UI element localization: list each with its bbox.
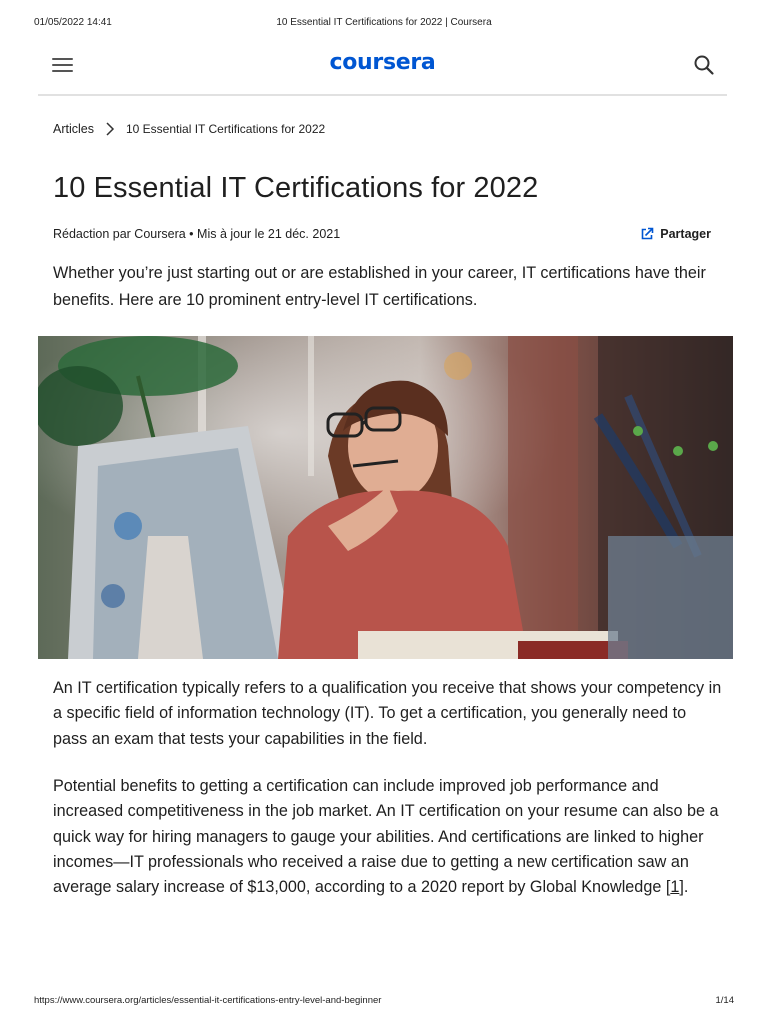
chevron-right-icon bbox=[104, 122, 116, 136]
site-header bbox=[38, 42, 727, 96]
citation-bracket-close: ]. bbox=[679, 878, 689, 897]
print-header bbox=[0, 17, 768, 31]
breadcrumb bbox=[53, 119, 325, 139]
print-date: 01/05/2022 14:41 bbox=[34, 17, 112, 28]
citation-link[interactable]: 1 bbox=[670, 878, 680, 897]
breadcrumb-articles-link[interactable]: Articles bbox=[53, 122, 94, 136]
share-icon bbox=[640, 227, 654, 241]
print-footer bbox=[0, 995, 768, 1009]
article-paragraph-1: An IT certification typically refers to a qualification you receive that shows your competency in a specific field of information technology (IT). To get a certification, you generally need to pass an exam that tests your capabilities in the field. bbox=[53, 679, 722, 748]
print-url: https://www.coursera.org/articles/essential-it-certifications-entry-level-and-beginner bbox=[34, 995, 382, 1006]
search-icon[interactable] bbox=[693, 54, 715, 76]
share-label: Partager bbox=[660, 227, 711, 241]
article-byline: Rédaction par Coursera • Mis à jour le 21 déc. 2021 bbox=[53, 227, 341, 241]
print-page-title: 10 Essential IT Certifications for 2022 | Coursera bbox=[276, 17, 492, 28]
article-lead: Whether you’re just starting out or are established in your career, IT certifications have their benefits. Here are 10 prominent entry-level IT certifications. bbox=[53, 264, 706, 309]
citation-bracket-open: [ bbox=[665, 878, 671, 897]
article-paragraph-2-text: Potential benefits to getting a certification can include improved job performance and increased competitiveness in the job market. An IT certification on your resume can also be a quick way for hiring managers to gauge your abilities. And certifications are linked to higher incomes—IT professionals who received a raise due to getting a new certification saw an average salary increase of $13,000, according to a 2020 report by Global Knowledge bbox=[53, 777, 719, 897]
breadcrumb-current: 10 Essential IT Certifications for 2022 bbox=[125, 122, 326, 136]
hero-image bbox=[38, 336, 733, 659]
print-page-number: 1/14 bbox=[715, 995, 734, 1006]
share-button[interactable] bbox=[640, 227, 711, 241]
page-title: 10 Essential IT Certifications for 2022 bbox=[53, 172, 539, 204]
coursera-logo[interactable]: coursera bbox=[329, 50, 436, 75]
article-paragraph-2 bbox=[53, 774, 723, 900]
